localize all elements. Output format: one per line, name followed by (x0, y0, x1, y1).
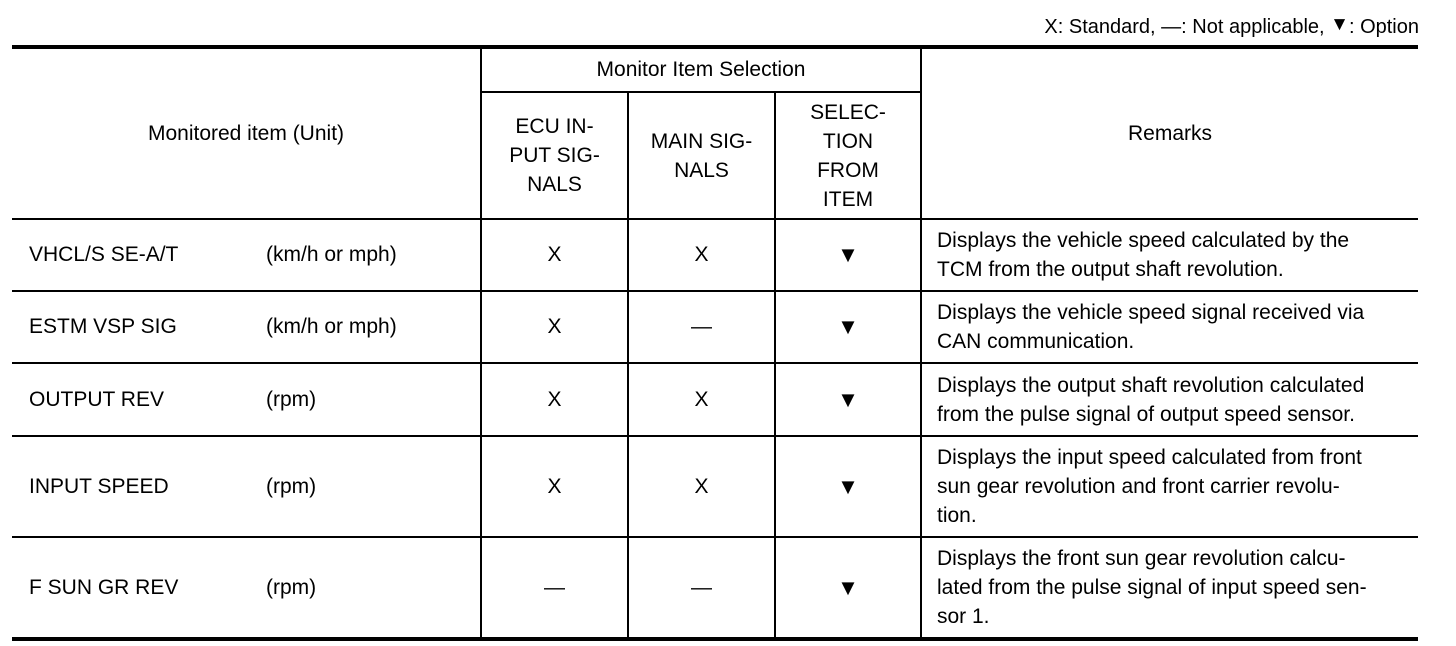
item-name: VHCL/S SE-A/T (29, 243, 179, 266)
monitored-item-cell (12, 363, 481, 436)
option-triangle-icon: ▼ (837, 473, 859, 499)
item-unit: (rpm) (266, 387, 317, 411)
item-name: OUTPUT REV (29, 387, 164, 411)
option-triangle-icon: ▼ (837, 242, 859, 267)
monitored-item-cell (12, 537, 481, 639)
remarks-cell: Displays the output shaft revolution calculated from the pulse signal of output speed sensor. (921, 363, 1418, 436)
main-signals-mark: X (628, 436, 775, 537)
ecu-input-mark: X (481, 291, 628, 363)
ecu-input-mark: X (481, 436, 628, 537)
item-name: F SUN GR REV (29, 575, 179, 599)
ecu-input-mark: — (481, 537, 628, 639)
item-name: INPUT SPEED (29, 474, 169, 498)
selection-mark (775, 436, 921, 537)
remarks-cell: Displays the front sun gear revolution calcu- lated from the pulse signal of input speed sen- sor 1. (921, 537, 1418, 639)
remarks-cell: Displays the vehicle speed signal received via CAN communication. (921, 291, 1418, 363)
monitor-item-table (12, 45, 1418, 641)
legend-option: : Option (1348, 16, 1419, 38)
item-unit: (rpm) (266, 575, 317, 599)
selection-mark (775, 363, 921, 436)
header-monitored-item: Monitored item (Unit) (12, 47, 481, 219)
item-unit: (km/h or mph) (266, 315, 397, 338)
table-row (12, 436, 1418, 537)
selection-mark (775, 537, 921, 639)
item-unit: (km/h or mph) (266, 243, 397, 266)
remarks-cell: Displays the input speed calculated from front sun gear revolution and front carrier revolu- tion. (921, 436, 1418, 537)
header-selection-from-item: SELEC- TION FROM ITEM (775, 92, 921, 219)
legend (1044, 14, 1419, 41)
option-triangle-icon: ▼ (837, 386, 859, 412)
header-remarks: Remarks (921, 47, 1418, 219)
header-main-signals: MAIN SIG- NALS (628, 92, 775, 219)
remarks-cell: Displays the vehicle speed calculated by the TCM from the output shaft revolution. (921, 219, 1418, 291)
main-signals-mark: X (628, 219, 775, 291)
item-unit: (rpm) (266, 474, 317, 498)
table-row (12, 363, 1418, 436)
legend-standard: X: Standard, (1044, 16, 1162, 38)
option-triangle-icon: ▼ (837, 314, 859, 339)
table-row (12, 291, 1418, 363)
ecu-input-mark: X (481, 219, 628, 291)
monitored-item-cell (12, 436, 481, 537)
monitored-item-cell (12, 219, 481, 291)
option-triangle-icon: ▼ (837, 574, 859, 600)
main-signals-mark: X (628, 363, 775, 436)
ecu-input-mark: X (481, 363, 628, 436)
main-signals-mark: — (628, 537, 775, 639)
option-triangle-icon: ▼ (1330, 14, 1349, 35)
item-name: ESTM VSP SIG (29, 315, 177, 338)
header-ecu-input-signals: ECU IN- PUT SIG- NALS (481, 92, 628, 219)
monitored-item-cell (12, 291, 481, 363)
selection-mark (775, 219, 921, 291)
header-monitor-item-selection: Monitor Item Selection (481, 47, 921, 92)
main-signals-mark: — (628, 291, 775, 363)
table-row (12, 219, 1418, 291)
table-row (12, 537, 1418, 639)
selection-mark (775, 291, 921, 363)
legend-not-applicable: —: Not applicable, (1161, 16, 1331, 38)
